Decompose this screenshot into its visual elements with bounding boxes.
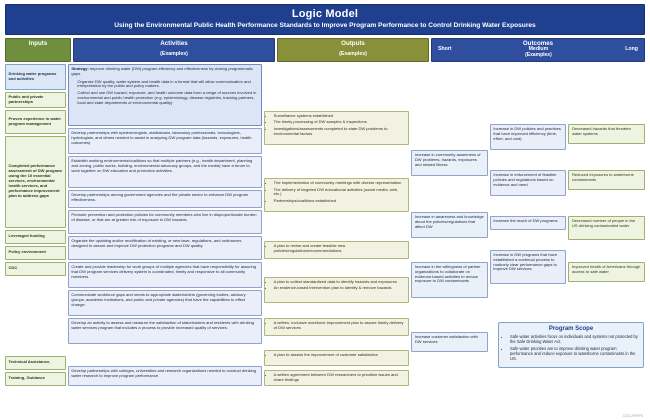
activity-item: Organize the updating and/or modification of existing, or new laws, regulations, and ordinances designed to assure and improve DW protection programs and DW quality.: [68, 236, 262, 260]
column-header-outputs: [277, 38, 429, 62]
activity-strategy-label: Strategy:: [71, 65, 89, 71]
outcomes-short-column: [411, 64, 488, 386]
footer-label: CDC-EPHPS: [623, 414, 643, 418]
output-item: • The implementation of community meetings with diverse representation: [274, 181, 406, 186]
output-group: [264, 241, 409, 259]
column-header-outcomes-medium-label: Medium: [528, 46, 549, 53]
activity-item: Promote prevention and protection policies for community members who live in disproportionate burden of disease, or that are at greater risk of exposure to DW hazards.: [68, 210, 262, 234]
column-header-outcomes-medium: [525, 47, 552, 58]
outcome-short-item: Increase in the willingness of partner organizations to collaborate on evidence-based activities to reduce exposure to DW contaminants: [411, 262, 488, 298]
input-item: Policy environment: [5, 246, 66, 260]
output-group: [264, 370, 409, 386]
output-item: • A plan to collect standardized data to identify hazards and exposures: [274, 280, 406, 285]
outcome-medium-item: Increase in DW programs that have established a continual process to routinely clear performance gaps to improve DW services: [490, 250, 567, 284]
outcome-long-item: Reduced exposures to waterborne contaminants: [568, 170, 645, 190]
outcome-short-item: Increase customer satisfaction with DW services: [411, 332, 488, 352]
column-header-outcomes-short: Short: [438, 46, 452, 53]
outputs-column: [264, 64, 409, 386]
program-scope-item: • Safe water priorities are to improve drinking water program performance and reduce exposure to waterborne contaminants in the US.: [510, 346, 639, 361]
output-item: • A plan to assess the improvement of customer satisfaction: [274, 353, 406, 358]
input-item: Proven experience in water program management: [5, 110, 66, 134]
column-header-outcomes-medium-note: (Examples): [525, 52, 552, 59]
activity-item: Develop partnerships with epidemiologists, statisticians, laboratory professionals, toxicologists, hydrologists, and others needed to assist in analyzing DW program data (hazards, exposures, health outcomes).: [68, 128, 262, 154]
outcome-medium-item: Increase in DW policies and practices that have improved efficiency (time, effort, and cost): [490, 124, 567, 150]
activity-item: Develop partnerships among government agencies and the private sector to enhance DW program effectiveness.: [68, 190, 262, 208]
outcome-medium-item: Increase in enforcement of feasible policies and regulations based on evidence and need: [490, 170, 567, 196]
inputs-column: [5, 64, 66, 386]
output-item: • The timely processing of DW samples & inspections: [274, 120, 406, 125]
output-item: • A written, inclusive workforce improvement plan to assure timely delivery of DW services: [274, 321, 406, 331]
output-item: • Surveillance systems established: [274, 114, 406, 119]
activity-strategy-bullet: • Collect and use DW hazard, exposure, and health outcome data from a range of sources involved in environmental and public health protection (e.g. epidemiology, disease registries, tracking partners, local and state departments of environmental quality).: [77, 91, 258, 106]
column-header-outputs-label: Outputs: [341, 39, 365, 47]
activity-item: Communicate workforce gaps and needs to appropriate stakeholders (governing bodies, advisory groups, academic institutions, and public and private agencies) that have the capabilities to effect change.: [68, 290, 262, 316]
outcome-long-item: Improved health of Americans through access to safe water: [568, 262, 645, 282]
input-item: Technical Assistance,: [5, 356, 66, 370]
program-scope-item: • Safe water activities focus on individuals and systems not protected by the Safe Drinking Water Act.: [510, 334, 639, 344]
outcome-short-item: Increase in community awareness of DW problems, hazards, exposures and related illness: [411, 150, 488, 176]
title-band: [5, 4, 645, 35]
output-group: [264, 350, 409, 366]
output-group: [264, 178, 409, 212]
input-item: Drinking water programs and activities: [5, 64, 66, 90]
column-header-outputs-note: (Examples): [339, 51, 367, 58]
input-item: Completed performance assessment of DW program using the 10 essential services, environmental health services, and performance improvement plan to address gaps: [5, 136, 66, 228]
outcome-short-item: Increase in awareness and knowledge about the policies/regulations that affect DW: [411, 212, 488, 238]
input-item: Leveraged funding: [5, 230, 66, 244]
output-item: • The delivery of targeted DW educational activities (social media, web, etc.): [274, 188, 406, 198]
output-group: [264, 111, 409, 145]
activity-strategy-bullet: • Organize DW quality, water system and health data in a format that will allow communication and interpretation by the public and policy makers.: [77, 80, 258, 90]
output-item: • A plan to revise and create feasible new policies/regulations/recommendations: [274, 244, 406, 254]
output-item: • Investigations/assessments completed to state DW problems to environmental factors: [274, 127, 406, 137]
program-scope-title: Program Scope: [548, 326, 594, 332]
activities-column: [68, 64, 262, 386]
output-group: [264, 318, 409, 336]
output-item: • Partnerships/coalitions established: [274, 199, 406, 204]
page-subtitle: Using the Environmental Public Health Performance Standards to Improve Program Performance to Control Drinking Water Exposures: [114, 22, 536, 30]
page-title: Logic Model: [291, 8, 359, 20]
outcome-medium-item: Increase the reach of DW programs: [490, 216, 567, 230]
input-item: Public and private partnerships: [5, 92, 66, 108]
column-header-activities: [73, 38, 275, 62]
activity-item: Develop partnerships with colleges, universities and research organizations needed to conduct drinking water research to improve program performance.: [68, 366, 262, 386]
activity-item: Develop an activity to assess and measure the satisfaction of stakeholders and residents with drinking water services program that includes a process to provide increased quality of services.: [68, 318, 262, 344]
output-item: • An evidence-based intervention plan to identify & remove hazards: [274, 286, 406, 291]
input-item: Training, Guidance: [5, 372, 66, 386]
column-header-row: [5, 38, 645, 62]
activity-item: Create and provide leadership for work groups of multiple agencies that have responsibility for assuring that DW program services delivery system is coordinated, timely and responsive to all community members.: [68, 262, 262, 288]
column-header-outcomes-label: Outcomes: [522, 39, 554, 47]
outcome-long-item: Decreased number of people in the US drinking contaminated water: [568, 216, 645, 240]
input-item: CDC: [5, 262, 66, 276]
activity-strategy-text: improve drinking water (DW) program efficiency and effectiveness by closing programmatic gaps.: [71, 65, 253, 76]
activity-item: Establish working environments/coalitions so that multiple partners (e.g., health department, planning and zoning, public works, building, environmental advocacy groups, and the media) have a forum to work together on DW education and promotion activities.: [68, 156, 262, 188]
column-header-activities-label: Activities: [160, 39, 188, 47]
column-header-outcomes-long: Long: [625, 46, 638, 53]
output-item: • A written agreement between DW researchers to prioritize issues and share findings: [274, 373, 406, 383]
column-header-outcomes: [431, 38, 645, 62]
column-header-activities-note: (Examples): [160, 51, 188, 58]
outcome-long-item: Decreased hazards that threaten water systems: [568, 124, 645, 144]
output-group: [264, 277, 409, 303]
program-scope-panel: [498, 322, 644, 368]
column-header-inputs: Inputs: [5, 38, 71, 62]
activity-strategy-box: [68, 64, 262, 126]
